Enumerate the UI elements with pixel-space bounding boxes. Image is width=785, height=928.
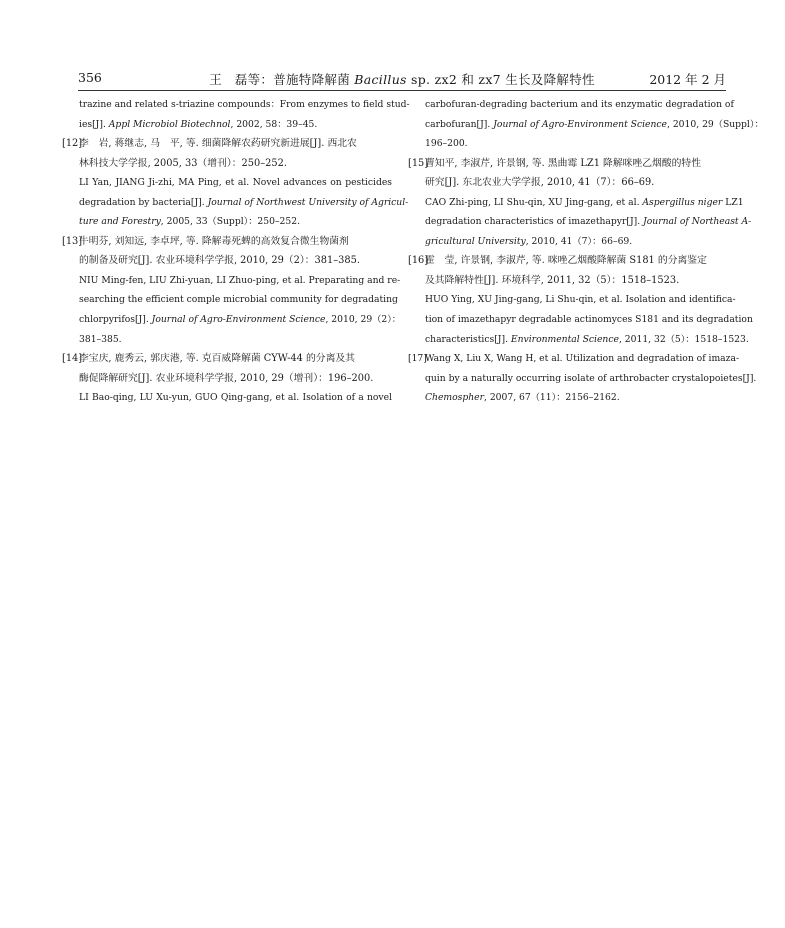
issue-date: 2012 年 2 月 xyxy=(649,72,726,87)
reference-line: 381–385. xyxy=(79,333,122,345)
reference-line: CAO Zhi-ping, LI Shu-qin, XU Jing-gang, et al. Aspergillus niger LZ1 xyxy=(425,196,744,208)
reference-line: ture and Forestry, 2005, 33（Suppl）：250–252. xyxy=(79,216,300,228)
reference-entry-17: [17]Wang X, Liu X, Wang H, et al. Utilization and degradation of imaza- xyxy=(408,349,726,369)
reference-line: ies[J]. Appl Microbiol Biotechnol, 2002, 58：39–45. xyxy=(79,118,318,130)
reference-column-right xyxy=(408,95,764,408)
reference-line: quin by a naturally occurring isolate of arthrobacter crystalopoietes[J]. xyxy=(425,372,757,384)
reference-number: [13] xyxy=(62,235,83,247)
reference-line: degradation characteristics of imazethapyr[J]. Journal of Northeast A- xyxy=(425,216,752,228)
reference-line: gricultural University, 2010, 41（7）：66–69. xyxy=(425,235,633,247)
page-number: 356 xyxy=(78,70,102,85)
reference-column-left xyxy=(62,95,410,408)
reference-entry-16: [16]霍 莹, 许景钢, 李淑芹, 等. 咪唑乙烟酸降解菌 S181 的分离鉴定 xyxy=(408,251,726,271)
reference-line: 的制备及研究[J]. 农业环境科学学报, 2010, 29（2）：381–385. xyxy=(79,255,360,267)
reference-number: [16] xyxy=(408,255,429,267)
reference-line: NIU Ming-fen, LIU Zhi-yuan, LI Zhuo-ping, et al. Preparating and re- xyxy=(79,274,401,286)
reference-entry-15: [15]曹知平, 李淑芹, 许景钢, 等. 黑曲霉 LZ1 降解咪唑乙烟酸的特性 xyxy=(408,154,726,174)
reference-line: 196–200. xyxy=(425,138,468,150)
running-title-part: 王 磊等：普施特降解菌 xyxy=(209,72,355,87)
running-header xyxy=(78,70,726,90)
reference-line: 及其降解特性[J]. 环境科学, 2011, 32（5）：1518–1523. xyxy=(425,274,680,286)
reference-number: [12] xyxy=(62,138,83,150)
reference-line: tion of imazethapyr degradable actinomyces S181 and its degradation xyxy=(425,314,753,326)
reference-line: 林科技大学学报, 2005, 33（增刊）：250–252. xyxy=(79,157,287,169)
reference-number: [17] xyxy=(408,353,427,365)
reference-line: HUO Ying, XU Jing-gang, Li Shu-qin, et al. Isolation and identifica- xyxy=(425,294,736,306)
reference-number: [15] xyxy=(408,157,429,169)
reference-line: searching the efficient comple microbial community for degradating xyxy=(79,294,398,306)
reference-line: trazine and related s-triazine compounds：From enzymes to field stud- xyxy=(79,99,410,110)
running-title-part: sp. zx2 和 zx7 生长及降解特性 xyxy=(406,72,595,87)
header-rule xyxy=(78,90,726,91)
reference-number: [14] xyxy=(62,353,83,365)
reference-entry-14: [14]李宝庆, 鹿秀云, 郭庆港, 等. 克百威降解菌 CYW-44 的分离及其 xyxy=(62,349,392,369)
reference-line: LI Bao-qing, LU Xu-yun, GUO Qing-gang, et al. Isolation of a novel xyxy=(79,392,392,404)
reference-line: carbofuran[J]. Journal of Agro-Environment Science, 2010, 29（Suppl）： xyxy=(425,118,764,130)
reference-entry-12: [12]李 岩, 蒋继志, 马 平, 等. 细菌降解农药研究新进展[J]. 西北农 xyxy=(62,134,392,154)
reference-line: degradation by bacteria[J]. Journal of Northwest University of Agricul- xyxy=(79,196,409,208)
reference-line: LI Yan, JIANG Ji-zhi, MA Ping, et al. Novel advances on pesticides xyxy=(79,177,392,189)
reference-line: carbofuran-degrading bacterium and its enzymatic degradation of xyxy=(425,99,734,110)
running-title-italic: Bacillus xyxy=(354,72,407,87)
reference-line: Chemospher, 2007, 67（11）：2156–2162. xyxy=(425,392,620,404)
running-title xyxy=(78,70,726,88)
reference-line: chlorpyrifos[J]. Journal of Agro-Environment Science, 2010, 29（2）： xyxy=(79,314,401,326)
reference-line: 酶促降解研究[J]. 农业环境科学学报, 2010, 29（增刊）：196–200. xyxy=(79,372,374,384)
reference-line: 研究[J]. 东北农业大学学报, 2010, 41（7）：66–69. xyxy=(425,177,655,189)
reference-entry-13: [13]牛明芬, 刘知远, 李卓坪, 等. 降解毒死蜱的高效复合微生物菌剂 xyxy=(62,232,392,252)
reference-line: characteristics[J]. Environmental Science, 2011, 32（5）：1518–1523. xyxy=(425,333,749,345)
